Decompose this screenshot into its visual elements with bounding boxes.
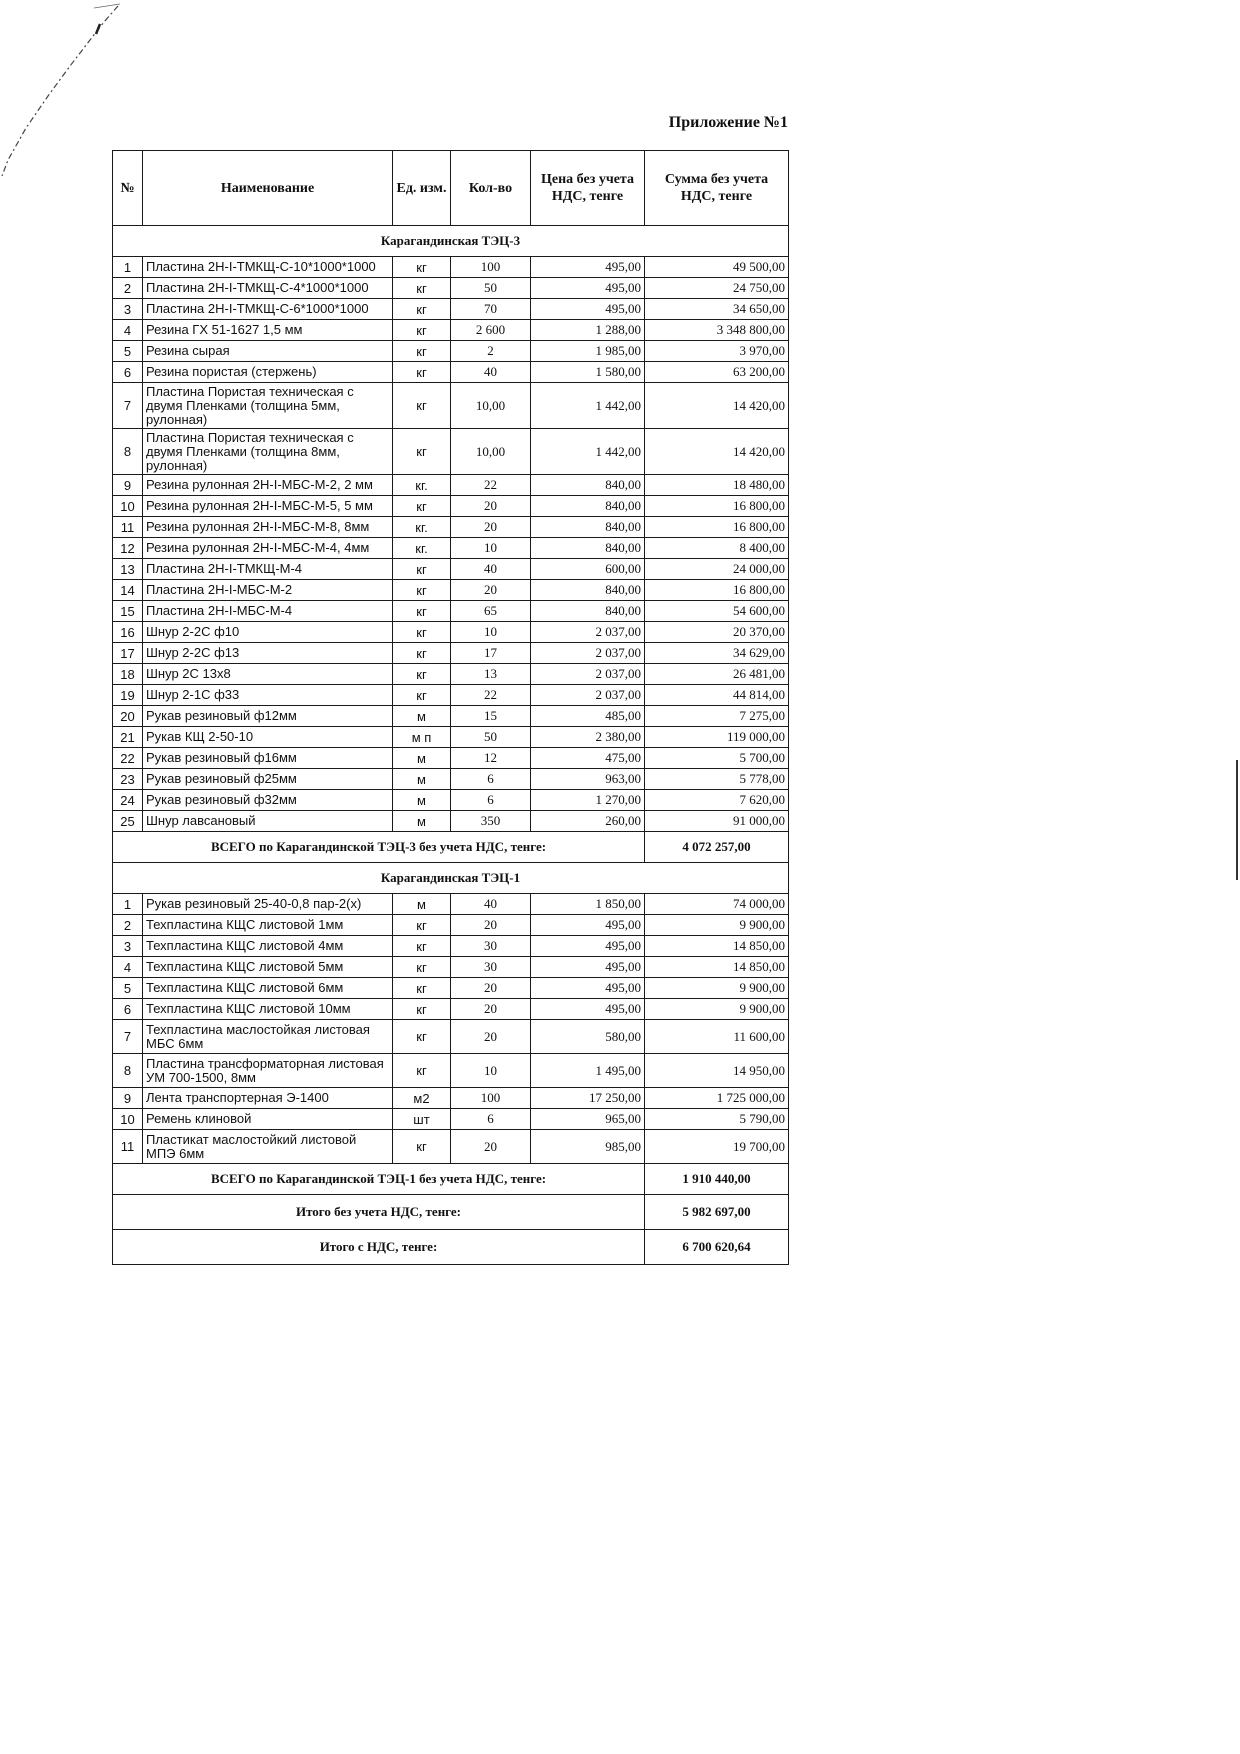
subtotal-tec1-label: ВСЕГО по Карагандинской ТЭЦ-1 без учета НДС, тенге: [113, 1164, 645, 1195]
table-row [113, 1109, 789, 1130]
row-item-name: Рукав резиновый ф12мм [143, 706, 393, 727]
row-unit: кг [393, 601, 451, 622]
table-row [113, 1130, 789, 1164]
row-price: 840,00 [531, 517, 645, 538]
table-row [113, 429, 789, 475]
section-header-row [113, 226, 789, 257]
row-item-name: Техпластина КЩС листовой 6мм [143, 978, 393, 999]
row-item-name: Пластикат маслостойкий листовой МПЭ 6мм [143, 1130, 393, 1164]
row-item-name: Резина ГХ 51-1627 1,5 мм [143, 320, 393, 341]
row-number: 10 [113, 1109, 143, 1130]
row-price: 1 270,00 [531, 790, 645, 811]
row-price: 495,00 [531, 278, 645, 299]
row-quantity: 6 [451, 790, 531, 811]
row-sum: 9 900,00 [645, 978, 789, 999]
row-sum: 24 000,00 [645, 559, 789, 580]
row-sum: 9 900,00 [645, 915, 789, 936]
table-row [113, 706, 789, 727]
row-quantity: 2 600 [451, 320, 531, 341]
row-unit: кг [393, 383, 451, 429]
table-row [113, 475, 789, 496]
table-row [113, 894, 789, 915]
row-item-name: Шнур 2С 13х8 [143, 664, 393, 685]
subtotal-tec3-label: ВСЕГО по Карагандинской ТЭЦ-3 без учета НДС, тенге: [113, 832, 645, 863]
row-sum: 14 950,00 [645, 1054, 789, 1088]
table-row [113, 278, 789, 299]
table-row [113, 685, 789, 706]
row-price: 580,00 [531, 1020, 645, 1054]
row-number: 24 [113, 790, 143, 811]
row-number: 16 [113, 622, 143, 643]
row-quantity: 20 [451, 1020, 531, 1054]
row-price: 475,00 [531, 748, 645, 769]
row-unit: кг [393, 978, 451, 999]
row-quantity: 350 [451, 811, 531, 832]
row-quantity: 22 [451, 475, 531, 496]
table-row [113, 915, 789, 936]
row-quantity: 100 [451, 1088, 531, 1109]
row-number: 18 [113, 664, 143, 685]
row-number: 6 [113, 999, 143, 1020]
row-price: 840,00 [531, 475, 645, 496]
table-row [113, 978, 789, 999]
row-price: 1 850,00 [531, 894, 645, 915]
row-unit: кг [393, 257, 451, 278]
row-number: 6 [113, 362, 143, 383]
row-quantity: 30 [451, 957, 531, 978]
section-title-tec1: Карагандинская ТЭЦ-1 [113, 863, 789, 894]
row-item-name: Техпластина маслостойкая листовая МБС 6мм [143, 1020, 393, 1054]
scan-artifact-mark [0, 0, 130, 190]
row-price: 840,00 [531, 538, 645, 559]
row-unit: кг [393, 915, 451, 936]
row-price: 1 442,00 [531, 429, 645, 475]
grand-total-with-vat-value: 6 700 620,64 [645, 1230, 789, 1265]
row-number: 9 [113, 475, 143, 496]
row-unit: м [393, 769, 451, 790]
row-quantity: 100 [451, 257, 531, 278]
row-item-name: Резина рулонная 2Н-I-МБС-М-8, 8мм [143, 517, 393, 538]
row-number: 1 [113, 257, 143, 278]
row-sum: 49 500,00 [645, 257, 789, 278]
table-row [113, 727, 789, 748]
row-unit: кг [393, 1130, 451, 1164]
row-price: 965,00 [531, 1109, 645, 1130]
row-sum: 16 800,00 [645, 496, 789, 517]
row-price: 2 037,00 [531, 643, 645, 664]
row-unit: кг [393, 999, 451, 1020]
row-item-name: Техпластина КЩС листовой 4мм [143, 936, 393, 957]
subtotal-tec3-row [113, 832, 789, 863]
row-sum: 34 650,00 [645, 299, 789, 320]
row-quantity: 40 [451, 559, 531, 580]
row-item-name: Техпластина КЩС листовой 1мм [143, 915, 393, 936]
table-row [113, 811, 789, 832]
row-sum: 74 000,00 [645, 894, 789, 915]
subtotal-tec3-value: 4 072 257,00 [645, 832, 789, 863]
row-unit: кг [393, 643, 451, 664]
row-number: 11 [113, 1130, 143, 1164]
row-sum: 20 370,00 [645, 622, 789, 643]
row-quantity: 40 [451, 362, 531, 383]
row-price: 840,00 [531, 580, 645, 601]
row-number: 9 [113, 1088, 143, 1109]
row-sum: 5 700,00 [645, 748, 789, 769]
table-row [113, 320, 789, 341]
row-price: 2 037,00 [531, 685, 645, 706]
table-row [113, 517, 789, 538]
subtotal-tec1-value: 1 910 440,00 [645, 1164, 789, 1195]
row-unit: кг [393, 496, 451, 517]
row-price: 2 037,00 [531, 664, 645, 685]
row-unit: кг [393, 429, 451, 475]
table-row [113, 999, 789, 1020]
row-price: 1 985,00 [531, 341, 645, 362]
row-number: 3 [113, 936, 143, 957]
row-sum: 119 000,00 [645, 727, 789, 748]
row-number: 2 [113, 278, 143, 299]
table-row [113, 1020, 789, 1054]
row-quantity: 20 [451, 978, 531, 999]
row-unit: кг [393, 362, 451, 383]
row-unit: м [393, 706, 451, 727]
row-number: 5 [113, 341, 143, 362]
row-item-name: Резина рулонная 2Н-I-МБС-М-5, 5 мм [143, 496, 393, 517]
table-row [113, 496, 789, 517]
row-sum: 5 790,00 [645, 1109, 789, 1130]
row-item-name: Пластина 2Н-I-ТМКЩ-С-4*1000*1000 [143, 278, 393, 299]
row-item-name: Пластина трансформаторная листовая УМ 700-1500, 8мм [143, 1054, 393, 1088]
row-unit: кг. [393, 538, 451, 559]
row-quantity: 40 [451, 894, 531, 915]
row-price: 495,00 [531, 257, 645, 278]
row-unit: кг. [393, 475, 451, 496]
header-name: Наименование [143, 151, 393, 226]
header-num: № [113, 151, 143, 226]
scan-edge-line [1236, 760, 1238, 880]
table-body [113, 226, 789, 1265]
row-item-name: Шнур 2-2С ф13 [143, 643, 393, 664]
row-number: 11 [113, 517, 143, 538]
row-number: 22 [113, 748, 143, 769]
row-sum: 9 900,00 [645, 999, 789, 1020]
row-number: 25 [113, 811, 143, 832]
table-row [113, 362, 789, 383]
row-unit: кг [393, 622, 451, 643]
table-row [113, 559, 789, 580]
row-number: 4 [113, 320, 143, 341]
table-row [113, 1054, 789, 1088]
row-unit: м [393, 790, 451, 811]
row-unit: кг [393, 559, 451, 580]
row-unit: кг [393, 957, 451, 978]
row-price: 495,00 [531, 915, 645, 936]
row-number: 14 [113, 580, 143, 601]
row-quantity: 20 [451, 496, 531, 517]
row-sum: 54 600,00 [645, 601, 789, 622]
row-number: 17 [113, 643, 143, 664]
row-price: 840,00 [531, 496, 645, 517]
row-quantity: 10 [451, 1054, 531, 1088]
row-price: 485,00 [531, 706, 645, 727]
row-item-name: Ремень клиновой [143, 1109, 393, 1130]
table-row [113, 601, 789, 622]
row-quantity: 20 [451, 915, 531, 936]
row-sum: 7 275,00 [645, 706, 789, 727]
row-sum: 5 778,00 [645, 769, 789, 790]
row-quantity: 20 [451, 517, 531, 538]
row-unit: кг [393, 685, 451, 706]
row-quantity: 6 [451, 1109, 531, 1130]
row-sum: 7 620,00 [645, 790, 789, 811]
row-unit: м [393, 748, 451, 769]
row-item-name: Рукав резиновый ф32мм [143, 790, 393, 811]
row-item-name: Техпластина КЩС листовой 5мм [143, 957, 393, 978]
row-sum: 19 700,00 [645, 1130, 789, 1164]
row-item-name: Шнур 2-1С ф33 [143, 685, 393, 706]
table-row [113, 257, 789, 278]
subtotal-tec1-row [113, 1164, 789, 1195]
table-row [113, 936, 789, 957]
row-sum: 34 629,00 [645, 643, 789, 664]
row-quantity: 10 [451, 622, 531, 643]
row-unit: кг [393, 320, 451, 341]
table-row [113, 643, 789, 664]
row-unit: кг [393, 664, 451, 685]
row-price: 2 380,00 [531, 727, 645, 748]
row-price: 600,00 [531, 559, 645, 580]
header-qty: Кол-во [451, 151, 531, 226]
row-quantity: 15 [451, 706, 531, 727]
table-row [113, 580, 789, 601]
row-unit: кг [393, 1020, 451, 1054]
row-sum: 16 800,00 [645, 580, 789, 601]
row-item-name: Резина сырая [143, 341, 393, 362]
section-header-row [113, 863, 789, 894]
table-row [113, 538, 789, 559]
row-sum: 1 725 000,00 [645, 1088, 789, 1109]
row-unit: м [393, 894, 451, 915]
row-quantity: 50 [451, 278, 531, 299]
table-row [113, 622, 789, 643]
row-number: 15 [113, 601, 143, 622]
row-price: 2 037,00 [531, 622, 645, 643]
row-unit: кг [393, 278, 451, 299]
table-row [113, 1088, 789, 1109]
row-quantity: 20 [451, 999, 531, 1020]
row-item-name: Шнур лавсановый [143, 811, 393, 832]
row-sum: 91 000,00 [645, 811, 789, 832]
row-price: 495,00 [531, 299, 645, 320]
row-item-name: Лента транспортерная Э-1400 [143, 1088, 393, 1109]
row-price: 985,00 [531, 1130, 645, 1164]
row-number: 8 [113, 1054, 143, 1088]
row-unit: кг [393, 936, 451, 957]
row-number: 10 [113, 496, 143, 517]
row-item-name: Рукав резиновый 25-40-0,8 пар-2(х) [143, 894, 393, 915]
price-table [112, 150, 789, 1265]
table-row [113, 299, 789, 320]
grand-total-with-vat-label: Итого с НДС, тенге: [113, 1230, 645, 1265]
row-item-name: Рукав КЩ 2-50-10 [143, 727, 393, 748]
row-quantity: 6 [451, 769, 531, 790]
row-item-name: Резина рулонная 2Н-I-МБС-М-2, 2 мм [143, 475, 393, 496]
row-sum: 14 850,00 [645, 936, 789, 957]
row-quantity: 22 [451, 685, 531, 706]
row-sum: 3 348 800,00 [645, 320, 789, 341]
grand-total-with-vat-row [113, 1230, 789, 1265]
row-price: 840,00 [531, 601, 645, 622]
row-price: 963,00 [531, 769, 645, 790]
row-quantity: 13 [451, 664, 531, 685]
row-unit: м [393, 811, 451, 832]
row-unit: кг [393, 580, 451, 601]
row-number: 8 [113, 429, 143, 475]
row-item-name: Пластина 2Н-I-ТМКЩ-М-4 [143, 559, 393, 580]
row-number: 23 [113, 769, 143, 790]
grand-total-no-vat-row [113, 1195, 789, 1230]
table-row [113, 664, 789, 685]
row-number: 21 [113, 727, 143, 748]
table-row [113, 748, 789, 769]
row-unit: шт [393, 1109, 451, 1130]
row-item-name: Пластина 2Н-I-ТМКЩ-С-10*1000*1000 [143, 257, 393, 278]
row-quantity: 10,00 [451, 429, 531, 475]
row-sum: 63 200,00 [645, 362, 789, 383]
row-item-name: Рукав резиновый ф16мм [143, 748, 393, 769]
row-item-name: Пластина Пористая техническая с двумя Пленками (толщина 5мм, рулонная) [143, 383, 393, 429]
row-quantity: 17 [451, 643, 531, 664]
table-row [113, 341, 789, 362]
header-sum: Сумма без учета НДС, тенге [645, 151, 789, 226]
row-quantity: 50 [451, 727, 531, 748]
row-number: 13 [113, 559, 143, 580]
row-sum: 8 400,00 [645, 538, 789, 559]
row-price: 1 288,00 [531, 320, 645, 341]
row-sum: 3 970,00 [645, 341, 789, 362]
row-sum: 18 480,00 [645, 475, 789, 496]
row-sum: 14 420,00 [645, 429, 789, 475]
table-header-row [113, 151, 789, 226]
row-unit: кг [393, 341, 451, 362]
row-number: 7 [113, 383, 143, 429]
row-price: 1 495,00 [531, 1054, 645, 1088]
table-row [113, 769, 789, 790]
row-number: 4 [113, 957, 143, 978]
row-price: 260,00 [531, 811, 645, 832]
section-title-tec3: Карагандинская ТЭЦ-3 [113, 226, 789, 257]
table-row [113, 957, 789, 978]
row-item-name: Пластина 2Н-I-МБС-М-2 [143, 580, 393, 601]
row-price: 495,00 [531, 957, 645, 978]
row-quantity: 65 [451, 601, 531, 622]
row-number: 2 [113, 915, 143, 936]
row-sum: 14 420,00 [645, 383, 789, 429]
row-unit: м2 [393, 1088, 451, 1109]
row-item-name: Пластина 2Н-I-МБС-М-4 [143, 601, 393, 622]
row-number: 3 [113, 299, 143, 320]
row-price: 17 250,00 [531, 1088, 645, 1109]
row-item-name: Техпластина КЩС листовой 10мм [143, 999, 393, 1020]
row-item-name: Резина пористая (стержень) [143, 362, 393, 383]
row-item-name: Рукав резиновый ф25мм [143, 769, 393, 790]
row-price: 1 580,00 [531, 362, 645, 383]
row-sum: 24 750,00 [645, 278, 789, 299]
row-sum: 44 814,00 [645, 685, 789, 706]
row-quantity: 20 [451, 1130, 531, 1164]
row-number: 5 [113, 978, 143, 999]
row-unit: кг. [393, 517, 451, 538]
row-number: 12 [113, 538, 143, 559]
row-quantity: 12 [451, 748, 531, 769]
row-sum: 14 850,00 [645, 957, 789, 978]
grand-total-no-vat-value: 5 982 697,00 [645, 1195, 789, 1230]
row-sum: 11 600,00 [645, 1020, 789, 1054]
row-number: 20 [113, 706, 143, 727]
grand-total-no-vat-label: Итого без учета НДС, тенге: [113, 1195, 645, 1230]
row-price: 495,00 [531, 999, 645, 1020]
row-sum: 26 481,00 [645, 664, 789, 685]
appendix-label: Приложение №1 [668, 114, 788, 131]
header-unit: Ед. изм. [393, 151, 451, 226]
row-unit: м п [393, 727, 451, 748]
row-quantity: 30 [451, 936, 531, 957]
table-row [113, 790, 789, 811]
table-row [113, 383, 789, 429]
row-item-name: Пластина 2Н-I-ТМКЩ-С-6*1000*1000 [143, 299, 393, 320]
row-price: 1 442,00 [531, 383, 645, 429]
header-price: Цена без учета НДС, тенге [531, 151, 645, 226]
row-item-name: Резина рулонная 2Н-I-МБС-М-4, 4мм [143, 538, 393, 559]
row-item-name: Шнур 2-2С ф10 [143, 622, 393, 643]
row-price: 495,00 [531, 978, 645, 999]
row-sum: 16 800,00 [645, 517, 789, 538]
row-number: 7 [113, 1020, 143, 1054]
row-number: 1 [113, 894, 143, 915]
row-item-name: Пластина Пористая техническая с двумя Пленками (толщина 8мм, рулонная) [143, 429, 393, 475]
row-number: 19 [113, 685, 143, 706]
row-quantity: 10,00 [451, 383, 531, 429]
row-quantity: 70 [451, 299, 531, 320]
row-quantity: 10 [451, 538, 531, 559]
row-unit: кг [393, 1054, 451, 1088]
row-quantity: 2 [451, 341, 531, 362]
row-quantity: 20 [451, 580, 531, 601]
row-unit: кг [393, 299, 451, 320]
row-price: 495,00 [531, 936, 645, 957]
